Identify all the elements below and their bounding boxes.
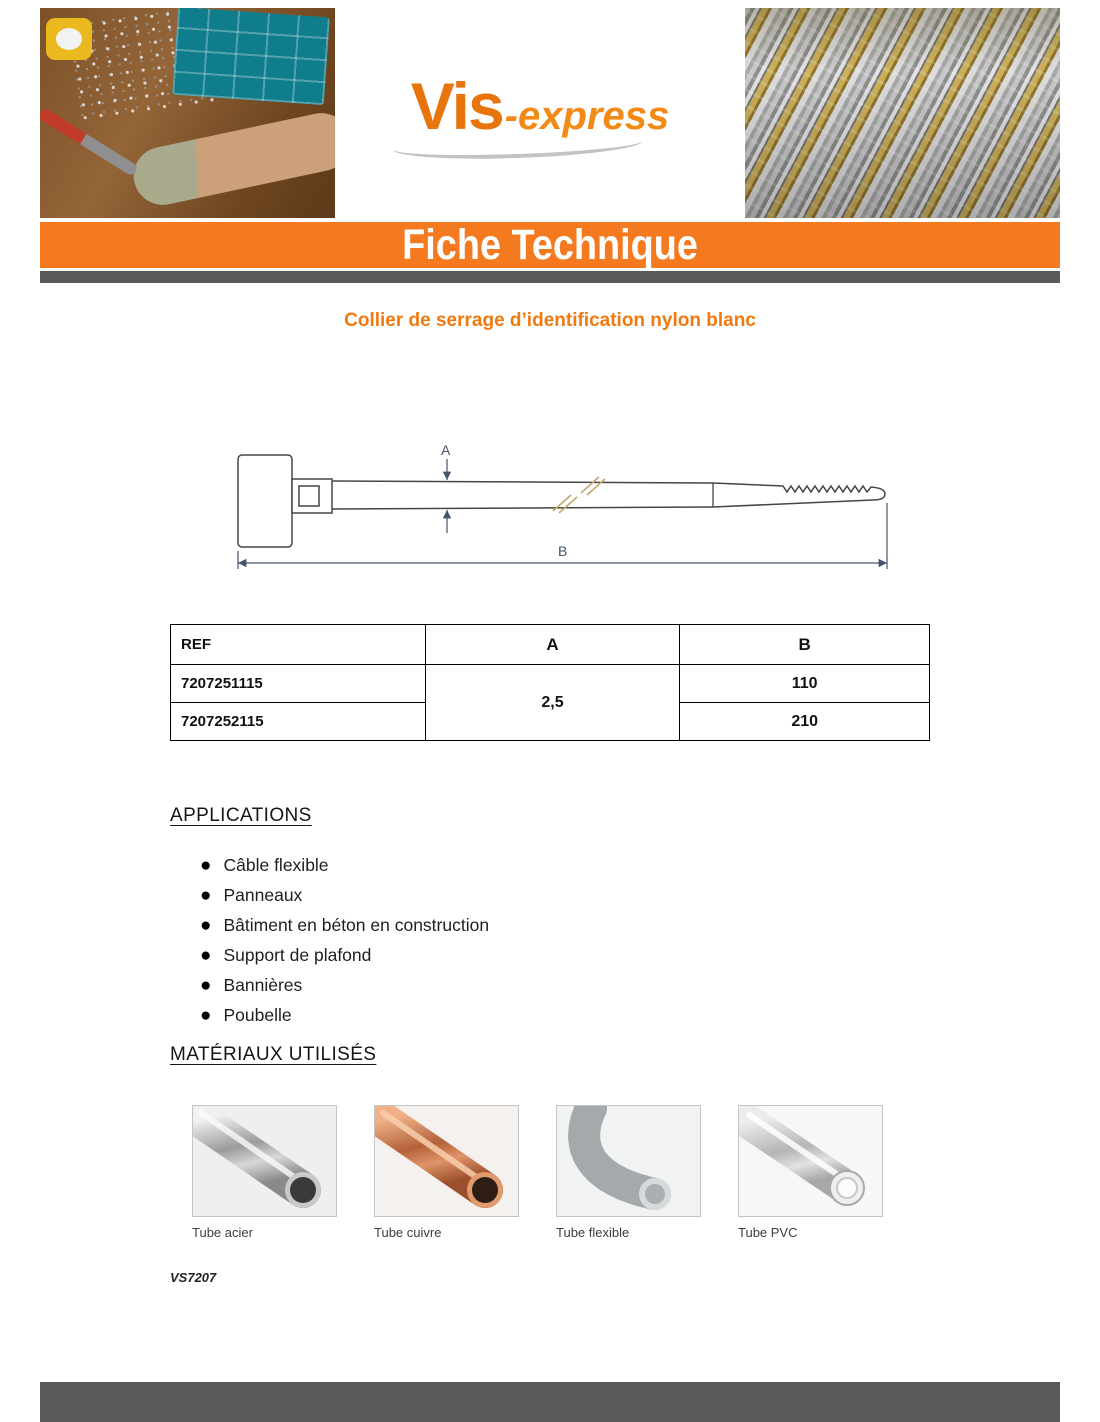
- list-item: [200, 975, 489, 996]
- bullet-icon: ●: [200, 945, 212, 966]
- material-card-copper: [374, 1105, 519, 1240]
- material-card-flexible: [556, 1105, 701, 1240]
- tie-tip: [713, 483, 885, 507]
- material-label: Tube flexible: [556, 1225, 630, 1240]
- materials-heading: MATÉRIAUX UTILISÉS: [170, 1044, 377, 1065]
- tie-strap-bottom: [332, 507, 713, 509]
- tube-copper-image: [374, 1105, 519, 1217]
- table-row: [171, 665, 930, 703]
- banner-title: Fiche Technique: [402, 220, 698, 269]
- page-title: Collier de serrage d’identification nylon blanc: [344, 310, 756, 331]
- applications-list: [200, 855, 489, 1035]
- tube-pvc-image: [738, 1105, 883, 1217]
- logo-vis-text: Vis: [410, 69, 503, 143]
- b-value-cell: 110: [680, 665, 930, 703]
- col-header-a: A: [425, 625, 680, 665]
- banner-gray-bar: [40, 271, 1060, 283]
- tie-pawl: [299, 486, 319, 506]
- document-reference: VS7207: [170, 1270, 217, 1285]
- table-header-row: [171, 625, 930, 665]
- ref-cell: 7207251115: [171, 665, 426, 703]
- tie-head-plate: [238, 455, 292, 547]
- ref-cell: 7207252115: [171, 703, 426, 741]
- materials-row: [192, 1105, 883, 1240]
- photo-organizer-box: [172, 8, 330, 105]
- list-item: [200, 915, 489, 936]
- dim-b-label: B: [558, 543, 568, 559]
- logo: [335, 8, 745, 218]
- bullet-icon: ●: [200, 1005, 212, 1026]
- material-card-pvc: [738, 1105, 883, 1240]
- tube-steel-image: [192, 1105, 337, 1217]
- header-photo-workbench: [40, 8, 335, 218]
- list-item: [200, 855, 489, 876]
- material-card-steel: [192, 1105, 337, 1240]
- list-item-label: Câble flexible: [223, 855, 329, 875]
- photo-arm: [128, 108, 335, 210]
- bullet-icon: ●: [200, 915, 212, 936]
- photo-tape-measure: [46, 18, 92, 60]
- b-value-cell: 210: [680, 703, 930, 741]
- material-label: Tube cuivre: [374, 1225, 442, 1240]
- spec-table: [170, 624, 930, 741]
- col-header-b: B: [680, 625, 930, 665]
- dim-a-label: A: [441, 443, 451, 458]
- a-value-cell: 2,5: [425, 665, 680, 741]
- col-header-ref: REF: [171, 625, 426, 665]
- banner: [40, 222, 1060, 268]
- list-item: [200, 1005, 489, 1026]
- bullet-icon: ●: [200, 855, 212, 876]
- tube-flexible-image: [556, 1105, 701, 1217]
- cable-tie-diagram: [235, 443, 895, 578]
- list-item-label: Support de plafond: [223, 945, 372, 965]
- applications-heading: APPLICATIONS: [170, 805, 312, 826]
- material-label: Tube acier: [192, 1225, 253, 1240]
- footer-bar: [40, 1382, 1060, 1422]
- bullet-icon: ●: [200, 885, 212, 906]
- material-label: Tube PVC: [738, 1225, 798, 1240]
- list-item: [200, 945, 489, 966]
- list-item-label: Poubelle: [223, 1005, 292, 1025]
- list-item-label: Bannières: [223, 975, 303, 995]
- list-item-label: Bâtiment en béton en construction: [223, 915, 490, 935]
- tie-strap-top: [332, 481, 713, 483]
- logo-express-text: -express: [504, 94, 670, 138]
- bullet-icon: ●: [200, 975, 212, 996]
- list-item: [200, 885, 489, 906]
- header-photo-screws: [745, 8, 1060, 218]
- list-item-label: Panneaux: [223, 885, 303, 905]
